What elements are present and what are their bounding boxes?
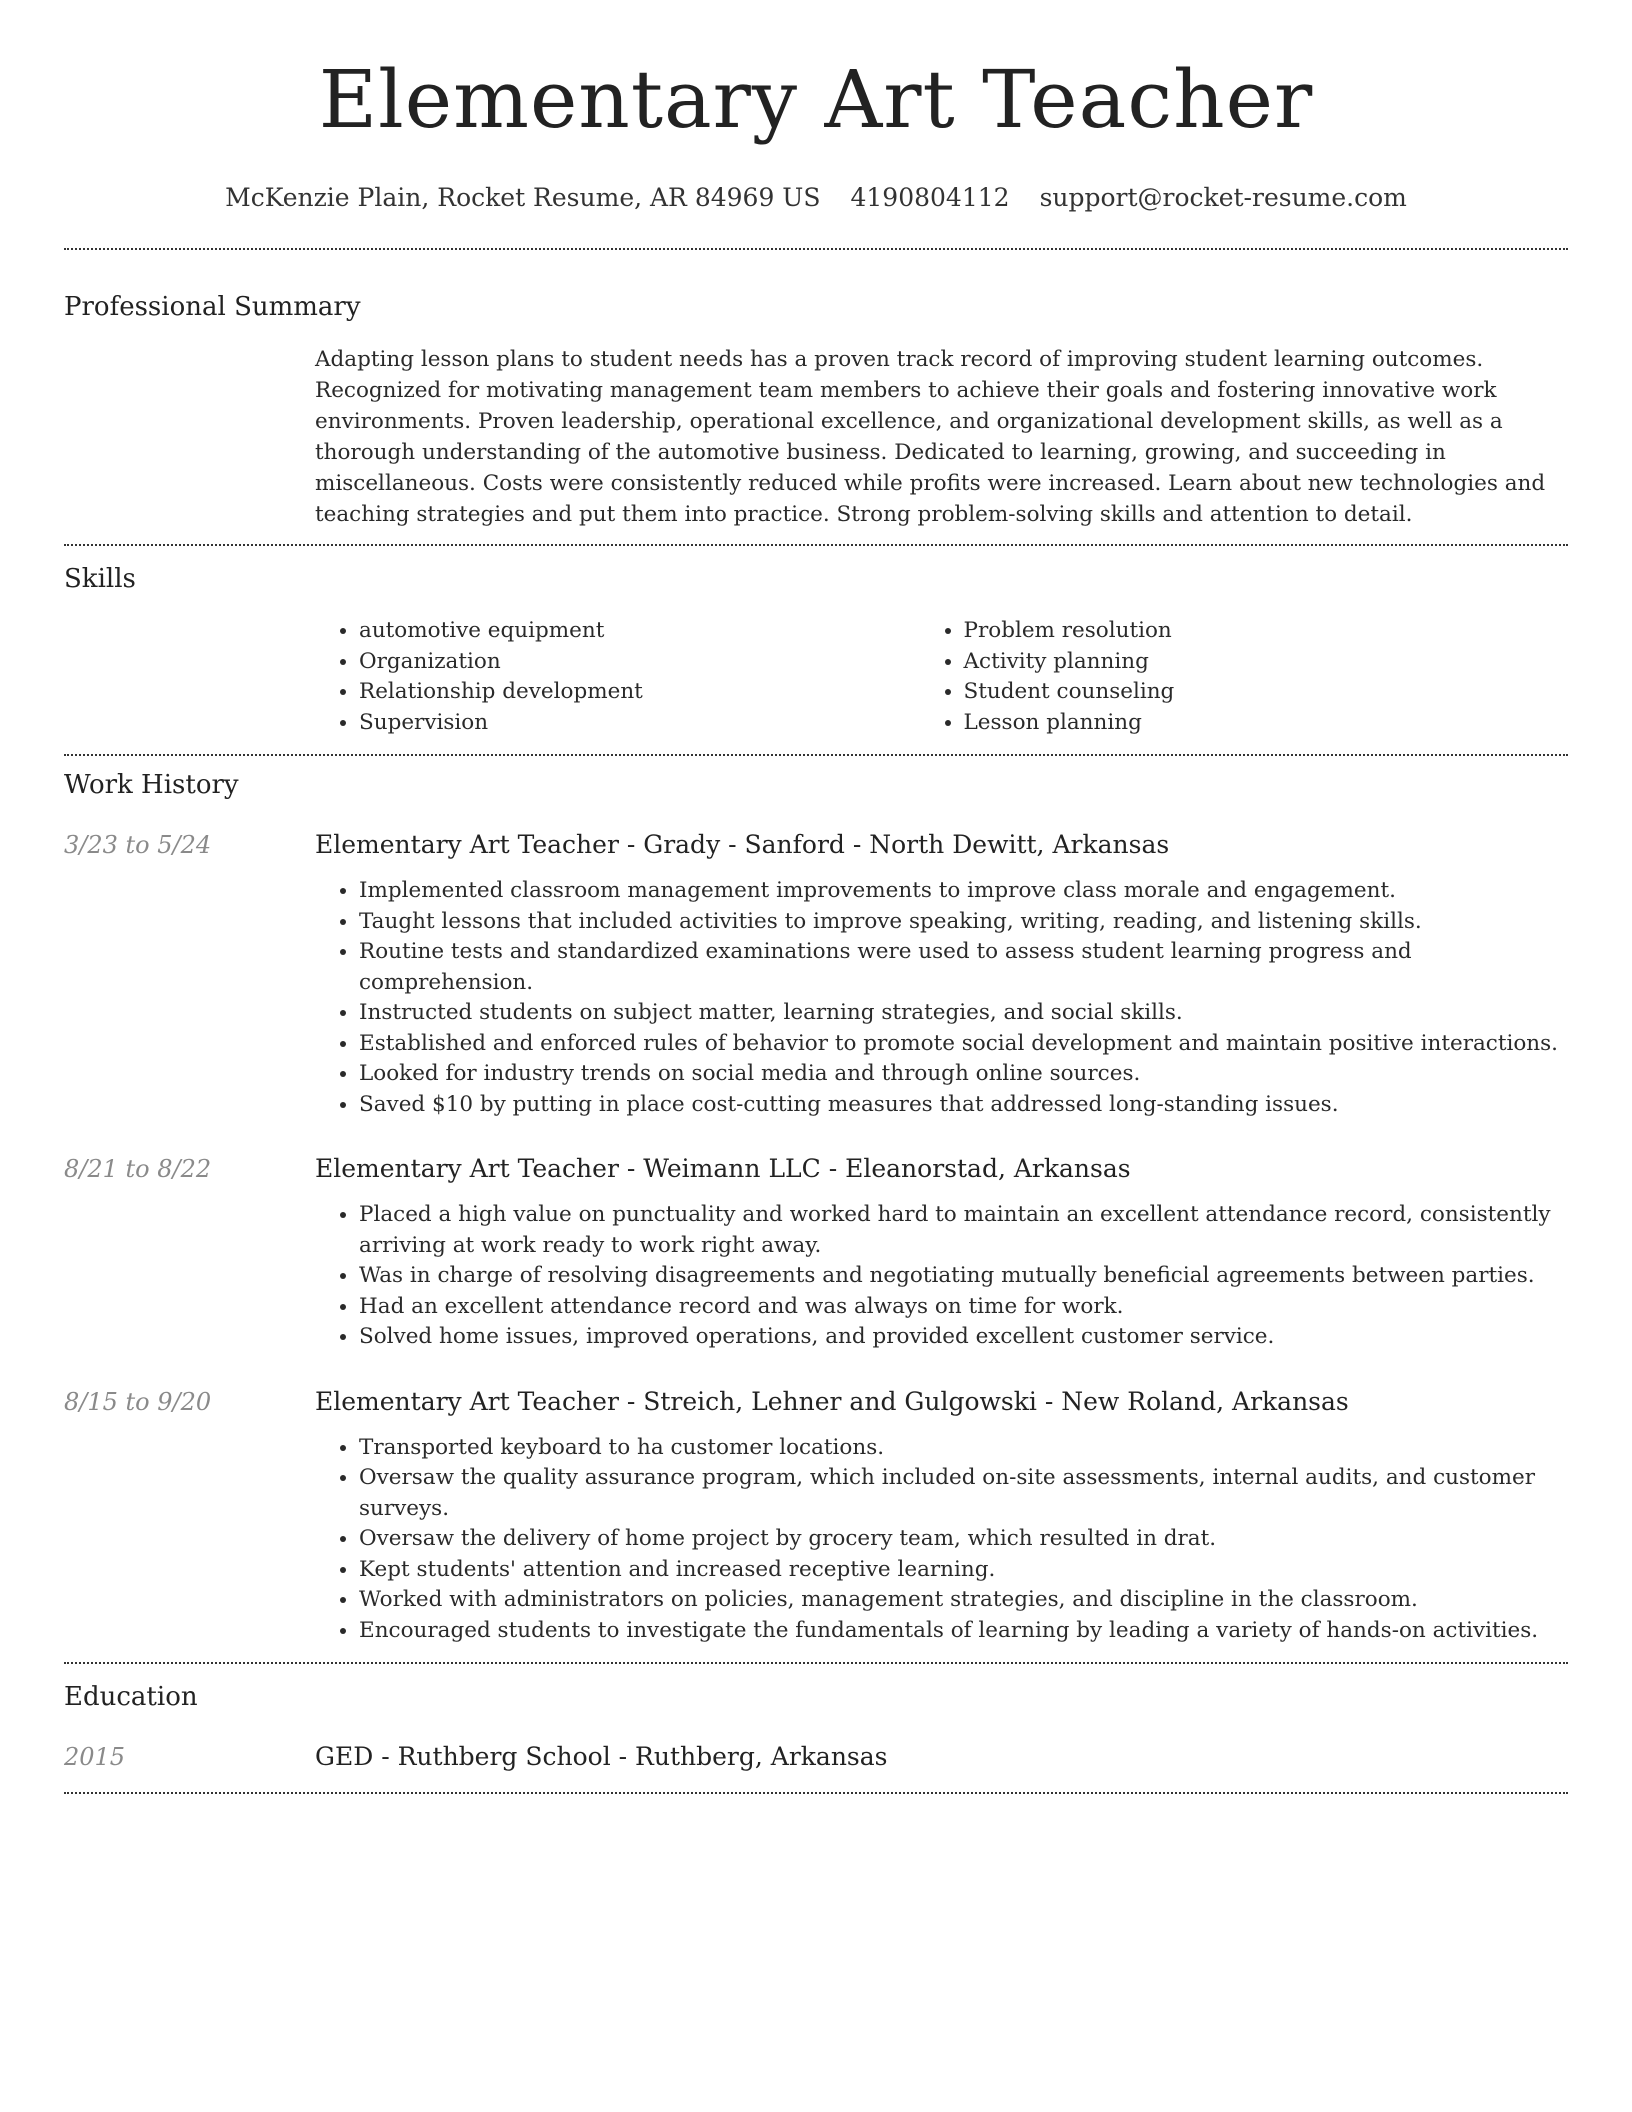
contact-address: McKenzie Plain, Rocket Resume, AR 84969 US xyxy=(225,183,821,212)
skill-item: • Problem resolution xyxy=(964,616,1569,647)
list-item: • Kept students' attention and increased receptive learning. xyxy=(359,1555,1568,1586)
job-dates: 8/15 to 9/20 xyxy=(64,1387,212,1416)
contact-line xyxy=(64,182,1568,214)
education-section xyxy=(64,1664,1568,1792)
job-bullets xyxy=(315,1200,1568,1353)
list-item: • Oversaw the quality assurance program, which included on-site assessments, internal audits, and customer surveys. xyxy=(359,1463,1568,1524)
skill-item: • Relationship development xyxy=(359,677,964,708)
section-title-summary: Professional Summary xyxy=(64,292,361,322)
list-item: • Was in charge of resolving disagreements and negotiating mutually beneficial agreements between parties. xyxy=(359,1261,1568,1292)
list-item: • Encouraged students to investigate the fundamentals of learning by leading a variety of hands-on activities. xyxy=(359,1616,1568,1647)
section-title-skills: Skills xyxy=(64,564,136,594)
list-item: • Implemented classroom management improvements to improve class morale and engagement. xyxy=(359,876,1568,907)
list-item: • Had an excellent attendance record and was always on time for work. xyxy=(359,1292,1568,1323)
job-bullets xyxy=(315,1433,1568,1647)
list-item: • Taught lessons that included activities to improve speaking, writing, reading, and listening skills. xyxy=(359,907,1568,938)
list-item: • Oversaw the delivery of home project by grocery team, which resulted in drat. xyxy=(359,1524,1568,1555)
job-header xyxy=(64,1152,1568,1186)
job-entry xyxy=(64,1385,1568,1663)
skill-item: • Lesson planning xyxy=(964,708,1569,739)
job-title: Elementary Art Teacher - Weimann LLC - Eleanorstad, Arkansas xyxy=(315,1154,1131,1183)
resume-page xyxy=(64,0,1568,1794)
page-title: Elementary Art Teacher xyxy=(318,53,1314,146)
skills-list xyxy=(315,616,1568,754)
skills-section xyxy=(64,546,1568,754)
contact-email: support@rocket-resume.com xyxy=(1039,183,1407,212)
list-item: • Established and enforced rules of behavior to promote social development and maintain positive interactions. xyxy=(359,1029,1568,1060)
job-entry xyxy=(64,828,1568,1120)
list-item: • Routine tests and standardized examinations were used to assess student learning progress and comprehension. xyxy=(359,937,1568,998)
list-item: • Placed a high value on punctuality and worked hard to maintain an excellent attendance record, consistently arriving at work ready to work right away. xyxy=(359,1200,1568,1261)
list-item: • Worked with administrators on policies, management strategies, and discipline in the classroom. xyxy=(359,1585,1568,1616)
job-dates: 3/23 to 5/24 xyxy=(64,831,212,859)
job-title: Elementary Art Teacher - Streich, Lehner and Gulgowski - New Roland, Arkansas xyxy=(315,1386,1349,1416)
job-bullets xyxy=(315,876,1568,1120)
skill-item: • Student counseling xyxy=(964,677,1569,708)
list-item: • Solved home issues, improved operations, and provided excellent customer service. xyxy=(359,1322,1568,1353)
divider xyxy=(64,1792,1568,1794)
summary-section xyxy=(64,250,1568,544)
section-title-work: Work History xyxy=(64,770,239,800)
job-header xyxy=(64,828,1568,862)
skill-item: • Organization xyxy=(359,647,964,678)
education-title: GED - Ruthberg School - Ruthberg, Arkansas xyxy=(315,1742,888,1771)
skills-column-left xyxy=(315,616,964,738)
list-item: • Looked for industry trends on social media and through online sources. xyxy=(359,1059,1568,1090)
job-entry xyxy=(64,1152,1568,1353)
section-title-education: Education xyxy=(64,1682,198,1712)
skills-column-right xyxy=(964,616,1569,738)
list-item: • Saved $10 by putting in place cost-cutting measures that addressed long-standing issues. xyxy=(359,1090,1568,1121)
skill-item: • Activity planning xyxy=(964,647,1569,678)
job-dates: 8/21 to 8/22 xyxy=(64,1155,212,1183)
resume-header xyxy=(64,0,1568,214)
list-item: • Transported keyboard to ha customer locations. xyxy=(359,1433,1568,1464)
education-year: 2015 xyxy=(64,1743,126,1771)
contact-phone: 4190804112 xyxy=(850,183,1010,212)
job-title: Elementary Art Teacher - Grady - Sanford - North Dewitt, Arkansas xyxy=(315,830,1170,859)
list-item: • Instructed students on subject matter, learning strategies, and social skills. xyxy=(359,998,1568,1029)
education-entry xyxy=(64,1740,1568,1774)
summary-text: Adapting lesson plans to student needs has a proven track record of improving student learning outcomes. Recognized for motivating management team members to achieve their goals and fostering innovative work environments. Proven leadership, operational excellence, and organizational development skills, as well as a thorough understanding of the automotive business. Dedicated to learning, growing, and succeeding in miscellaneous. Costs were consistently reduced while profits were increased. Learn about new technologies and teaching strategies and put them into practice. Strong problem-solving skills and attention to detail. xyxy=(315,347,1546,527)
skill-item: • automotive equipment xyxy=(359,616,964,647)
job-header xyxy=(64,1385,1568,1419)
work-history-section xyxy=(64,756,1568,1662)
skill-item: • Supervision xyxy=(359,708,964,739)
